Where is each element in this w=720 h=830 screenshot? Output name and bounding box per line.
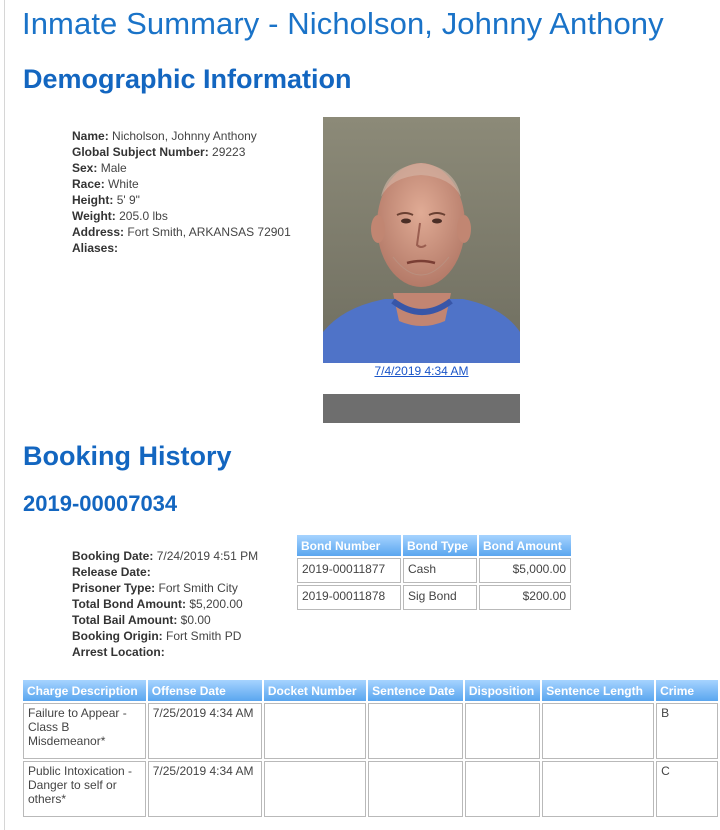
left-border [4,0,5,830]
bond-header-row [297,535,571,556]
field-global-subject-number: Global Subject Number: 29223 [72,145,246,159]
field-race: Race: White [72,177,139,191]
mugshot-photo[interactable] [323,117,520,363]
demographic-fields [72,128,291,256]
field-height: Height: 5' 9" [72,193,140,207]
field-arrest-location: Arrest Location: [72,645,165,659]
demographic-heading: Demographic Information [23,64,352,94]
bond-number-header[interactable]: Bond Number [297,535,401,556]
offense-date-header[interactable]: Offense Date [148,680,262,701]
bond-number-cell: 2019-00011878 [297,585,401,610]
table-row [297,558,571,583]
bond-amount-cell: $200.00 [479,585,571,610]
crime-class-cell: B [656,703,718,759]
page-title: Inmate Summary - Nicholson, Johnny Anthony [22,6,664,41]
sentence-length-cell [542,703,654,759]
table-row [23,703,718,759]
field-prisoner-type: Prisoner Type: Fort Smith City [72,581,238,595]
photo-date-link[interactable]: 7/4/2019 4:34 AM [374,364,469,378]
booking-history-heading: Booking History [23,441,232,471]
crime-header[interactable]: Crime [656,680,718,701]
field-booking-date: Booking Date: 7/24/2019 4:51 PM [72,549,259,563]
bond-amount-cell: $5,000.00 [479,558,571,583]
field-booking-origin: Booking Origin: Fort Smith PD [72,629,242,643]
sentence-date-header[interactable]: Sentence Date [368,680,463,701]
charge-description-cell: Failure to Appear - Class B Misdemeanor* [23,703,146,759]
bond-amount-header[interactable]: Bond Amount [479,535,571,556]
charge-header-row [23,680,718,701]
sentence-length-cell [542,761,654,817]
sentence-date-cell [368,703,463,759]
field-release-date: Release Date: [72,565,151,579]
sentence-date-cell [368,761,463,817]
disposition-cell [465,761,540,817]
table-row [23,761,718,817]
booking-number-heading: 2019-00007034 [23,491,178,516]
second-photo-thumbnail[interactable] [323,394,520,423]
booking-fields [72,548,258,660]
crime-class-cell: C [656,761,718,817]
field-sex: Sex: Male [72,161,127,175]
field-total-bail-amount: Total Bail Amount: $0.00 [72,613,211,627]
sentence-length-header[interactable]: Sentence Length [542,680,654,701]
docket-number-cell [264,703,366,759]
disposition-cell [465,703,540,759]
docket-number-cell [264,761,366,817]
bond-type-header[interactable]: Bond Type [403,535,477,556]
field-aliases: Aliases: [72,241,119,255]
charge-description-header[interactable]: Charge Description [23,680,146,701]
field-weight: Weight: 205.0 lbs [72,209,168,223]
disposition-header[interactable]: Disposition [465,680,540,701]
offense-date-cell: 7/25/2019 4:34 AM [148,703,262,759]
bond-type-cell: Sig Bond [403,585,477,610]
charge-table [21,678,720,819]
bond-table [295,533,573,612]
bond-type-cell: Cash [403,558,477,583]
docket-number-header[interactable]: Docket Number [264,680,366,701]
bond-number-cell: 2019-00011877 [297,558,401,583]
field-name: Name: Nicholson, Johnny Anthony [72,129,257,143]
field-address: Address: Fort Smith, ARKANSAS 72901 [72,225,291,239]
table-row [297,585,571,610]
field-total-bond-amount: Total Bond Amount: $5,200.00 [72,597,243,611]
offense-date-cell: 7/25/2019 4:34 AM [148,761,262,817]
charge-description-cell: Public Intoxication - Danger to self or others* [23,761,146,817]
